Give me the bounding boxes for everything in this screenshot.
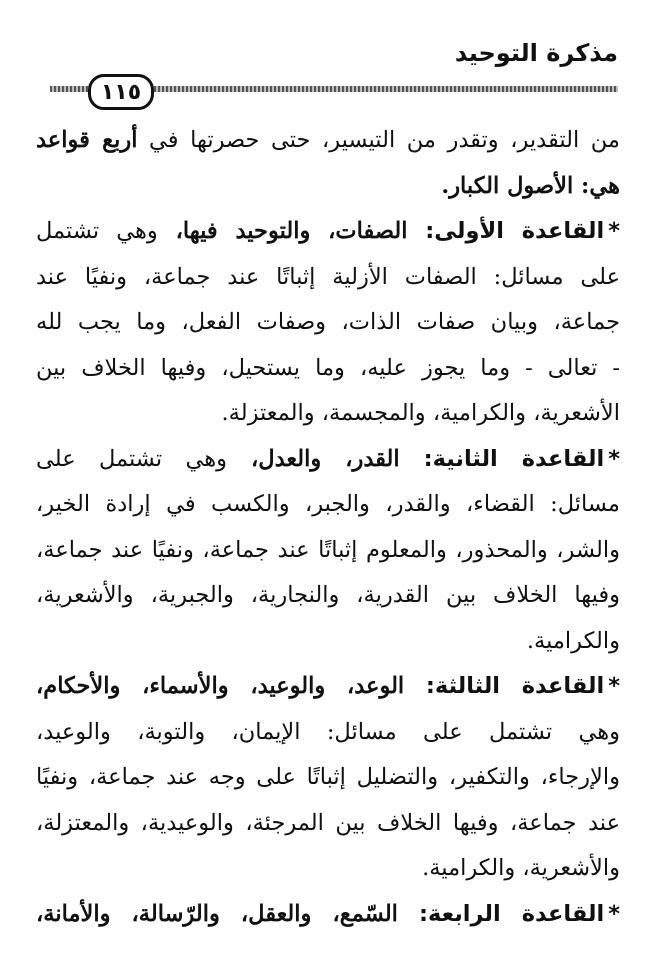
star-marker: * [608,445,620,472]
body-text [36,118,620,937]
text-run: عند جماعة، وفيها الخلاف بين المرجئة، والوعيدية، والمعتزلة، [36,809,620,836]
text-line [36,164,620,210]
text-run: والإرجاء، والتكفير، والتضليل إثباتًا على وجه عند جماعة، ونفيًا [36,764,620,790]
text-run: والكرامية. [526,627,620,654]
star-marker: * [608,218,620,244]
star-marker: * [608,900,620,927]
text-run: الأشعرية، والكرامية، والمجسمة، والمعتزلة. [221,400,620,426]
text-line [36,755,620,801]
rule-heading: القاعدة الثانية: [399,445,605,472]
text-line [36,892,620,938]
emphasized-text: الصفات، والتوحيد فيها، [157,218,408,244]
text-line [36,346,620,392]
text-run: على مسائل: الصفات الأزلية إثباتًا عند جماعة، ونفيًا عند [36,263,620,290]
emphasized-text: الوعد، والوعيد، والأسماء، والأحكام، [36,673,405,699]
text-line [36,846,620,892]
text-run: وهي تشتمل على [36,445,227,472]
emphasized-text: هي: الأصول الكبار. [441,172,620,199]
page-number: ١١٥ [88,74,154,110]
text-line [36,482,620,528]
text-line [36,118,620,164]
text-run: - تعالى - وما يجوز عليه، وما يستحيل، وفيها الخلاف بين [36,354,620,381]
emphasized-text: السّمع، والعقل، والرّسالة، والأمانة، [36,900,398,927]
text-line [36,300,620,346]
text-run: من التقدير، وتقدر من التيسير، حتى حصرتها في [137,127,620,153]
rule-heading: القاعدة الثالثة: [404,673,605,699]
text-line [36,391,620,437]
text-line [36,255,620,301]
emphasized-text: أربع قواعد [36,127,138,153]
text-run: وهي تشتمل [36,218,158,244]
text-line [36,528,620,574]
text-run: والشر، والمحذور، والمعلوم إثباتًا عند جماعة، ونفيًا عند جماعة، [36,536,620,563]
star-marker: * [608,673,620,699]
rule-heading: القاعدة الرابعة: [397,900,605,927]
text-line [36,573,620,619]
text-run: جماعة، وبيان صفات الذات، وصفات الفعل، وما يجب لله [36,309,620,335]
text-run: والأشعرية، والكرامية. [422,855,620,881]
page-header [0,0,656,120]
text-line [36,209,620,255]
text-line [36,710,620,756]
emphasized-text: القدر، والعدل، [226,445,400,472]
text-run: وفيها الخلاف بين القدرية، والنجارية، والجبرية، والأشعرية، [36,582,620,608]
text-line [36,437,620,483]
text-line [36,801,620,847]
text-line [36,619,620,665]
text-line [36,664,620,710]
text-run: وهي تشتمل على مسائل: الإيمان، والتوبة، والوعيد، [36,718,620,745]
running-title: مذكرة التوحيد [454,39,618,67]
text-run: مسائل: القضاء، والقدر، والجبر، والكسب في إرادة الخير، [36,491,620,517]
rule-heading: القاعدة الأولى: [407,218,605,244]
